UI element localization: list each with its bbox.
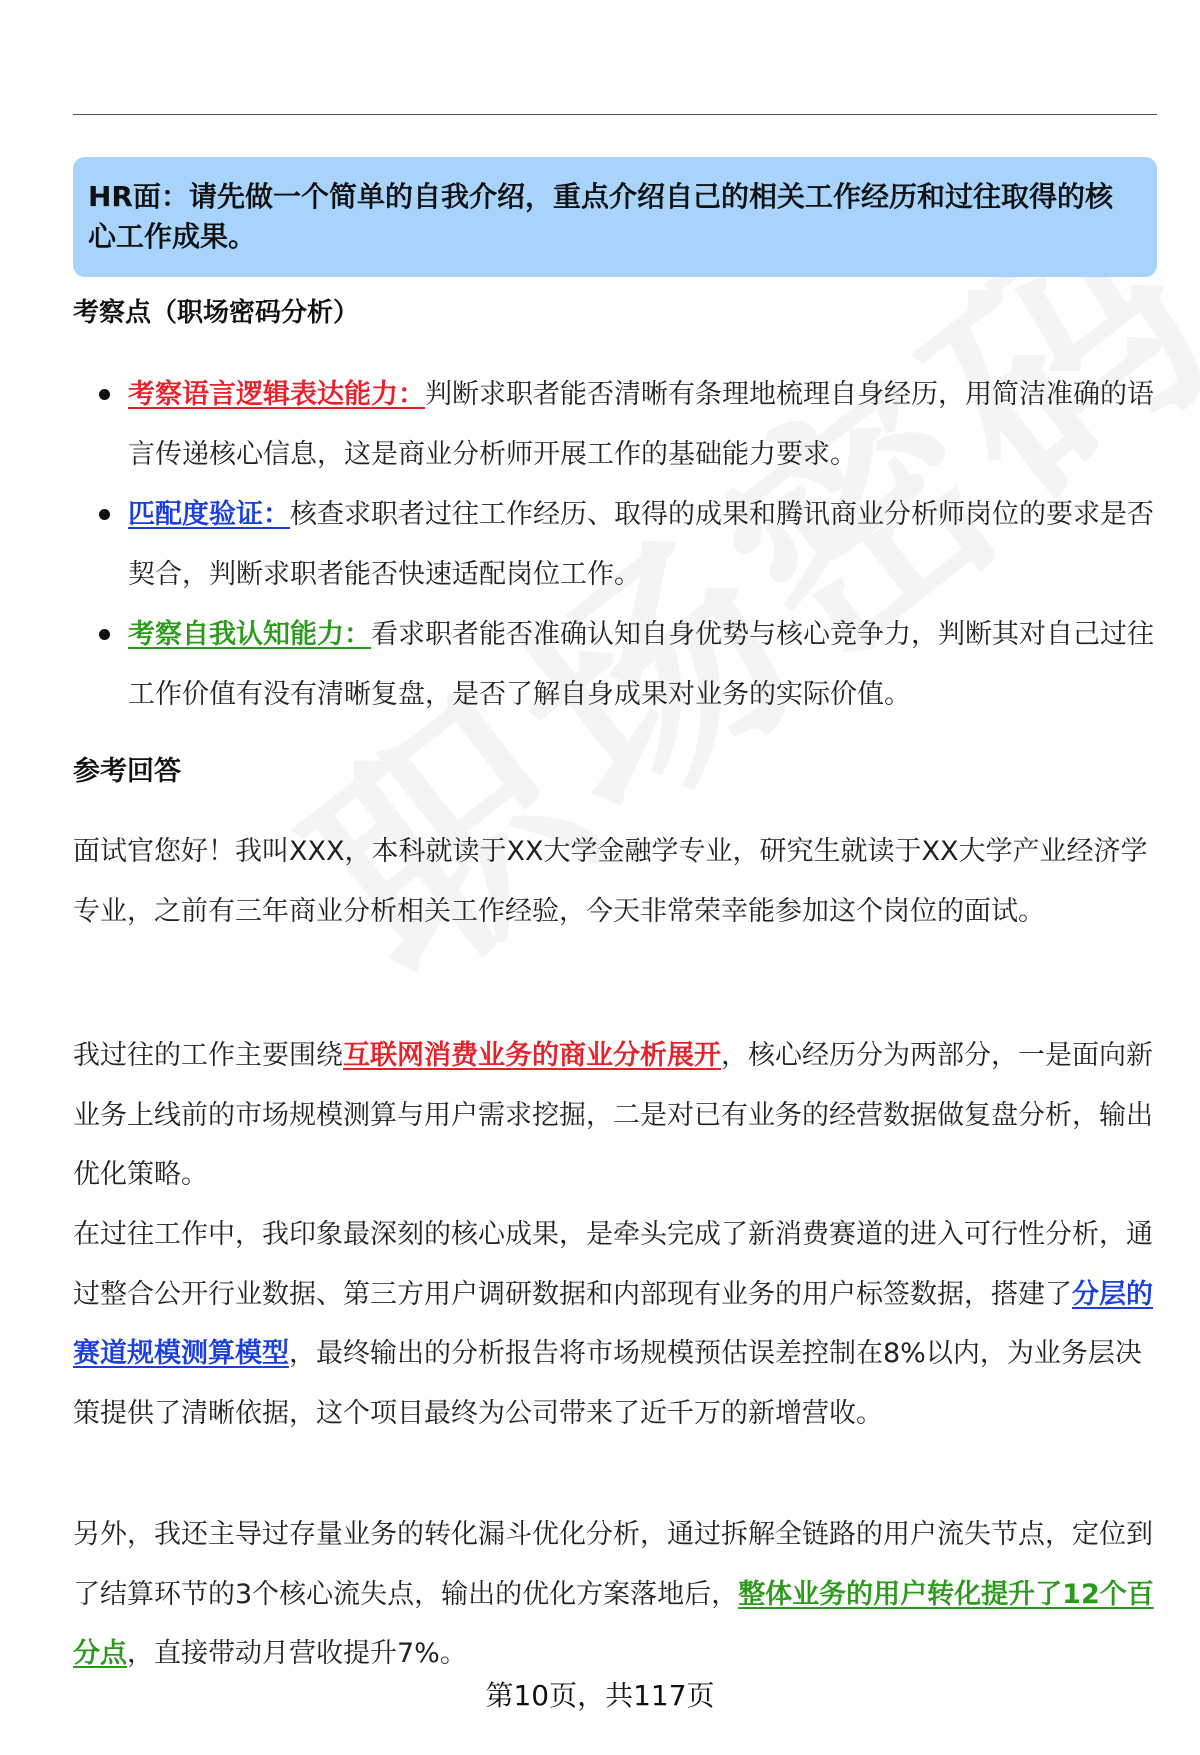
answer-paragraph-funnel (73, 1505, 1163, 1684)
bullet-text: 判断求职者能否清晰有条理地梳理自身经历，用简洁准确的语言传递核心信息，这是商业分析师开展工作的基础能力要求。 (128, 379, 1154, 470)
paragraph-text: 我过往的工作主要围绕 (73, 1040, 343, 1071)
header-divider (73, 114, 1157, 115)
paragraph-text: ，核心经历分为两部分，一是面向新业务上线前的市场规模测算与用户需求挖掘，二是对已有业务的经营数据做复盘分析，输出优化策略。 (73, 1040, 1153, 1190)
reference-answer-heading: 参考回答 (73, 756, 181, 787)
list-item (73, 485, 1163, 605)
paragraph-text: ，直接带动月营收提升7%。 (127, 1638, 467, 1669)
answer-paragraph-work (73, 1026, 1163, 1205)
paragraph-text: 另外，我还主导过存量业务的转化漏斗优化分析，通过拆解全链路的用户流失节点，定位到了结算环节的3个核心流失点，输出的优化方案落地后， (73, 1519, 1153, 1610)
bullet-dot-icon (99, 389, 110, 400)
page-number-footer: 第10页，共117页 (485, 1679, 715, 1712)
highlight-text: 分层的赛道规模测算模型 (73, 1278, 1153, 1369)
bullet-keyword: 考察自我认知能力： (128, 619, 371, 650)
paragraph-text: ，最终输出的分析报告将市场规模预估误差控制在8%以内，为业务层决策提供了清晰依据，这个项目最终为公司带来了近千万的新增营收。 (73, 1338, 1142, 1429)
answer-paragraph-achievement (73, 1205, 1163, 1443)
assessment-points-heading: 考察点（职场密码分析） (73, 298, 360, 328)
bullet-dot-icon (99, 509, 110, 520)
bullet-dot-icon (99, 629, 110, 640)
interview-question-text: HR面：请先做一个简单的自我介绍，重点介绍自己的相关工作经历和过往取得的核心工作成果。 (88, 180, 1113, 253)
highlight-text: 整体业务的用户转化提升了12个百分点 (73, 1578, 1154, 1669)
bullet-keyword: 考察语言逻辑表达能力： (128, 379, 425, 410)
interview-question-box (73, 157, 1157, 277)
list-item (73, 605, 1163, 725)
highlight-text: 互联网消费业务的商业分析展开 (343, 1040, 721, 1071)
bullet-text: 核查求职者过往工作经历、取得的成果和腾讯商业分析师岗位的要求是否契合，判断求职者能否快速适配岗位工作。 (128, 499, 1154, 590)
answer-paragraph-intro: 面试官您好！我叫XXX，本科就读于XX大学金融学专业，研究生就读于XX大学产业经济学专业，之前有三年商业分析相关工作经验，今天非常荣幸能参加这个岗位的面试。 (73, 836, 1148, 927)
paragraph-text: 在过往工作中，我印象最深刻的核心成果，是牵头完成了新消费赛道的进入可行性分析，通过整合公开行业数据、第三方用户调研数据和内部现有业务的用户标签数据，搭建了 (73, 1219, 1153, 1310)
bullet-keyword: 匹配度验证： (128, 499, 290, 530)
list-item (73, 365, 1163, 485)
assessment-points-list (73, 365, 1163, 725)
bullet-text: 看求职者能否准确认知自身优势与核心竞争力，判断其对自己过往工作价值有没有清晰复盘，是否了解自身成果对业务的实际价值。 (128, 619, 1154, 710)
